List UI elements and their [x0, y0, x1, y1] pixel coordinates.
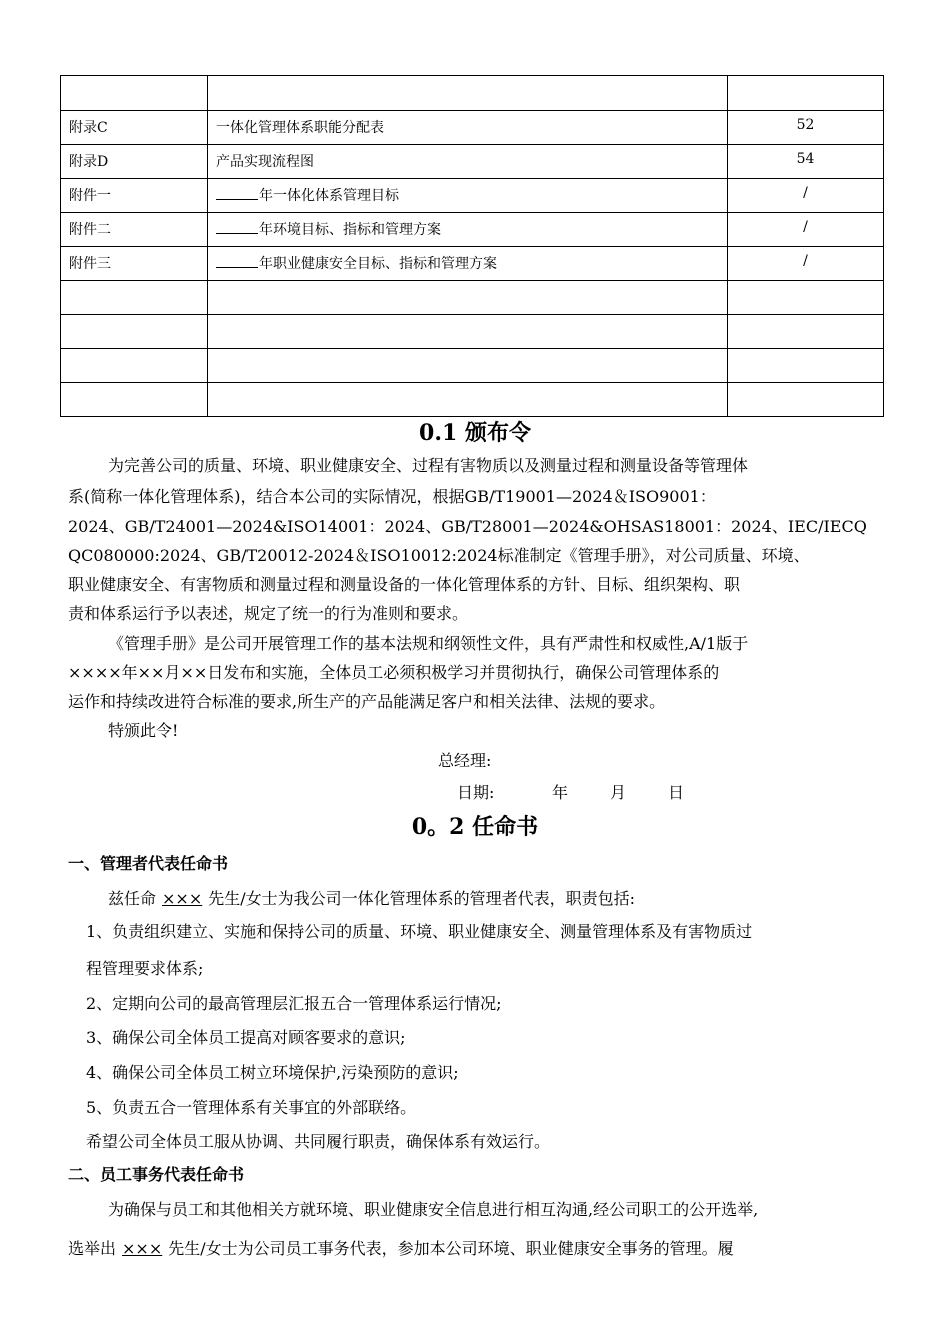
toc-title-text: 一体化管理体系职能分配表	[216, 120, 384, 136]
toc-title-cell	[208, 111, 728, 145]
representative-name: ×××	[122, 1239, 163, 1258]
duty-item: 程管理要求体系;	[86, 959, 204, 978]
intro-suffix: 先生/女士为我公司一体化管理体系的管理者代表，职责包括:	[208, 889, 636, 908]
toc-row	[61, 349, 884, 383]
toc-title-cell	[208, 76, 728, 111]
toc-row	[61, 281, 884, 315]
toc-row	[61, 315, 884, 349]
section1-closing: 希望公司全体员工服从协调、共同履行职责，确保体系有效运行。	[86, 1132, 551, 1151]
date-day: 日	[668, 783, 685, 802]
toc-row	[61, 179, 884, 213]
toc-page-cell	[728, 383, 884, 417]
toc-code-cell	[61, 315, 208, 349]
text-line: 运作和持续改进符合标准的要求,所生产的产品能满足客户和相关法律、法规的要求。	[68, 692, 666, 711]
toc-page-cell: /	[728, 213, 884, 247]
line2-prefix: 选举出	[68, 1239, 117, 1258]
line2-suffix: 先生/女士为公司员工事务代表，参加本公司环境、职业健康安全事务的管理。履	[168, 1239, 734, 1258]
toc-title-cell	[208, 145, 728, 179]
appointee-name: ×××	[162, 889, 203, 908]
toc-page-cell	[728, 281, 884, 315]
text-line: 系(简称一体化管理体系)，结合本公司的实际情况，根据GB/T19001—2024＆ISO9001：	[68, 487, 716, 506]
toc-page-cell: /	[728, 247, 884, 281]
toc-row	[61, 145, 884, 179]
toc-title-cell	[208, 349, 728, 383]
section2-title: 二、员工事务代表任命书	[68, 1165, 245, 1184]
toc-title-text: 年一体化体系管理目标	[259, 188, 399, 204]
toc-page-cell: 54	[728, 145, 884, 179]
toc-page-cell	[728, 76, 884, 111]
toc-code-cell	[61, 281, 208, 315]
duty-item: 3、确保公司全体员工提高对顾客要求的意识;	[86, 1028, 406, 1047]
duty-item: 5、负责五合一管理体系有关事宜的外部联络。	[86, 1098, 417, 1117]
fill-in-blank	[216, 186, 258, 200]
toc-code-cell	[61, 349, 208, 383]
section2-line1: 为确保与员工和其他相关方就环境、职业健康安全信息进行相互沟通,经公司职工的公开选举,	[108, 1200, 759, 1219]
text-line: ××××年××月××日发布和实施，全体员工必须积极学习并贯彻执行，确保公司管理体系的	[68, 663, 720, 682]
intro-prefix: 兹任命	[108, 889, 157, 908]
toc-row	[61, 383, 884, 417]
duty-item: 4、确保公司全体员工树立环境保护,污染预防的意识;	[86, 1063, 459, 1082]
signer-label: 总经理:	[438, 751, 492, 770]
toc-title-cell	[208, 281, 728, 315]
toc-code-cell: 附件二	[61, 213, 208, 247]
appointment-heading: 0。2 任命书	[411, 814, 539, 840]
toc-title-text: 产品实现流程图	[216, 154, 314, 170]
toc-title-cell	[208, 315, 728, 349]
text-line: 为完善公司的质量、环境、职业健康安全、过程有害物质以及测量过程和测量设备等管理体	[108, 456, 749, 475]
text-line: 2024、GB/T24001—2024&ISO14001：2024、GB/T28001—2024&OHSAS18001：2024、IEC/IECQ	[68, 517, 867, 536]
toc-title-text: 年环境目标、指标和管理方案	[259, 222, 441, 238]
toc-table	[60, 75, 884, 417]
fill-in-blank	[216, 220, 258, 234]
toc-code-cell: 附录C	[61, 111, 208, 145]
toc-page-cell: 52	[728, 111, 884, 145]
toc-title-cell	[208, 247, 728, 281]
section1-intro	[108, 886, 635, 909]
duty-item: 1、负责组织建立、实施和保持公司的质量、环境、职业健康安全、测量管理体系及有害物质过	[86, 922, 753, 941]
toc-page-cell	[728, 315, 884, 349]
toc-title-cell	[208, 179, 728, 213]
duty-item: 2、定期向公司的最高管理层汇报五合一管理体系运行情况;	[86, 994, 502, 1013]
fill-in-blank	[216, 254, 258, 268]
toc-title-text: 年职业健康安全目标、指标和管理方案	[259, 256, 497, 272]
decree-closing: 特颁此令!	[108, 721, 179, 740]
toc-row	[61, 247, 884, 281]
text-line: QC080000:2024、GB/T20012-2024＆ISO10012:2024标准制定《管理手册》，对公司质量、环境、	[68, 546, 810, 565]
date-month: 月	[610, 783, 627, 802]
decree-heading: 0.1 颁布令	[419, 420, 531, 446]
toc-row	[61, 76, 884, 111]
text-line: 责和体系运行予以表述，规定了统一的行为准则和要求。	[68, 604, 469, 623]
toc-row	[61, 111, 884, 145]
section1-title: 一、管理者代表任命书	[68, 854, 229, 873]
date-label: 日期:	[457, 783, 495, 802]
toc-title-cell	[208, 213, 728, 247]
toc-code-cell: 附件三	[61, 247, 208, 281]
toc-page-cell	[728, 349, 884, 383]
section2-line2	[68, 1236, 734, 1259]
text-line: 职业健康安全、有害物质和测量过程和测量设备的一体化管理体系的方针、目标、组织架构、职	[68, 575, 741, 594]
date-year: 年	[552, 783, 569, 802]
toc-title-cell	[208, 383, 728, 417]
toc-code-cell	[61, 76, 208, 111]
toc-row	[61, 213, 884, 247]
toc-code-cell	[61, 383, 208, 417]
toc-code-cell: 附录D	[61, 145, 208, 179]
text-line: 《管理手册》是公司开展管理工作的基本法规和纲领性文件，具有严肃性和权威性,A/1版于	[108, 634, 749, 653]
toc-page-cell: /	[728, 179, 884, 213]
toc-code-cell: 附件一	[61, 179, 208, 213]
